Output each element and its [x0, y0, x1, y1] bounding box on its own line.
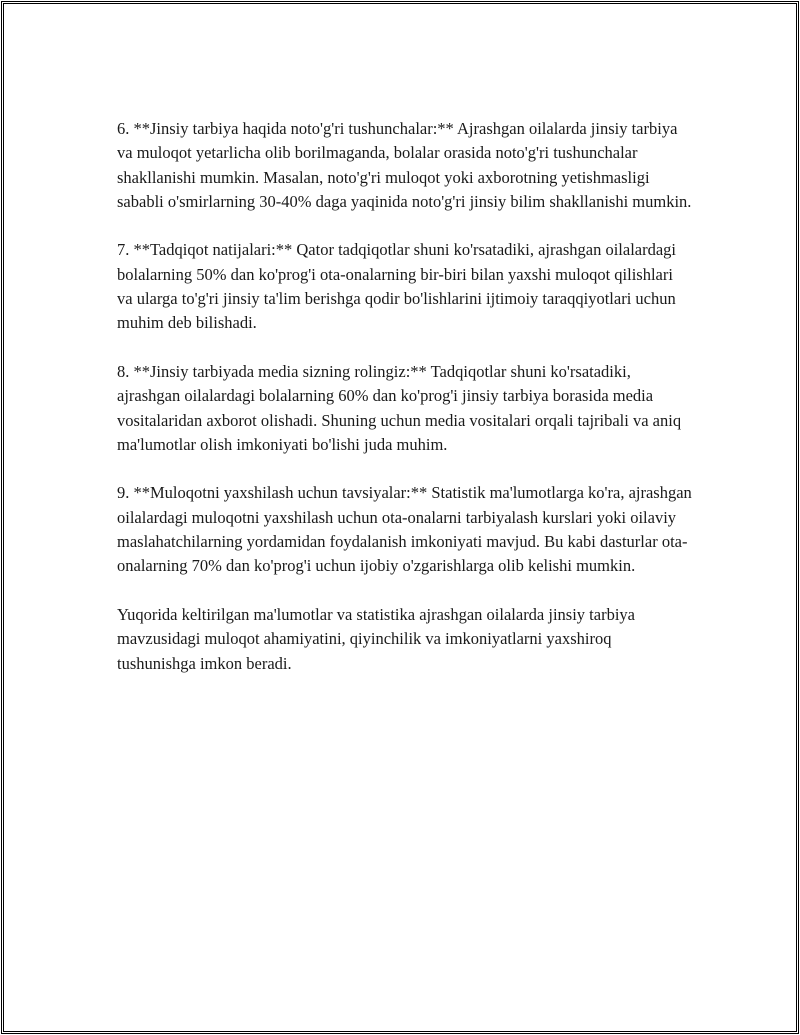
paragraph-7-research-results: 7. **Tadqiqot natijalari:** Qator tadqiqotlar shuni ko'rsatadiki, ajrashgan oilalardagi bolalarning 50% dan ko'prog'i ota-onalarning bir-biri bilan yaxshi muloqot qilishlari va ularga to'g'ri jinsiy ta'lim berishga qodir bo'lishlarini ijtimoiy taraqqiyotlari uchun muhim deb bilishadi.	[117, 240, 677, 333]
paragraph-9-recommendations: 9. **Muloqotni yaxshilash uchun tavsiyalar:** Statistik ma'lumotlarga ko'ra, ajrashgan oilalardagi muloqotni yaxshilash uchun ota-onalarni tarbiyalash kurslari yoki oilaviy maslahatchilarning yordamidan foydalanish imkoniyati mavjud. Bu kabi dasturlar ota-onalarning 70% dan ko'prog'i uchun ijobiy o'zgarishlarga olib kelishi mumkin.	[117, 483, 692, 576]
paragraph-conclusion: Yuqorida keltirilgan ma'lumotlar va statistika ajrashgan oilalarda jinsiy tarbiya mavzusidagi muloqot ahamiyatini, qiyinchilik va imkoniyatlarni yaxshiroq tushunishga imkon beradi.	[117, 604, 635, 673]
document-body	[117, 117, 692, 700]
paragraph-8-media-role: 8. **Jinsiy tarbiyada media sizning rolingiz:** Tadqiqotlar shuni ko'rsatadiki, ajrashgan oilalardagi bolalarning 60% dan ko'prog'i jinsiy tarbiya borasida media vositalaridan axborot olishadi. Shuning uchun media vositalari orqali tajribali va aniq ma'lumotlar olish imkoniyati bo'lishi juda muhim.	[117, 361, 682, 454]
paragraph-6-misconceptions: 6. **Jinsiy tarbiya haqida noto'g'ri tushunchalar:** Ajrashgan oilalarda jinsiy tarbiya va muloqot yetarlicha olib borilmaganda, bolalar orasida noto'g'ri tushunchalar shakllanishi mumkin. Masalan, noto'g'ri muloqot yoki axborotning yetishmasligi sababli o'smirlarning 30-40% daga yaqinida noto'g'ri jinsiy bilim shakllanishi mumkin.	[117, 119, 692, 211]
